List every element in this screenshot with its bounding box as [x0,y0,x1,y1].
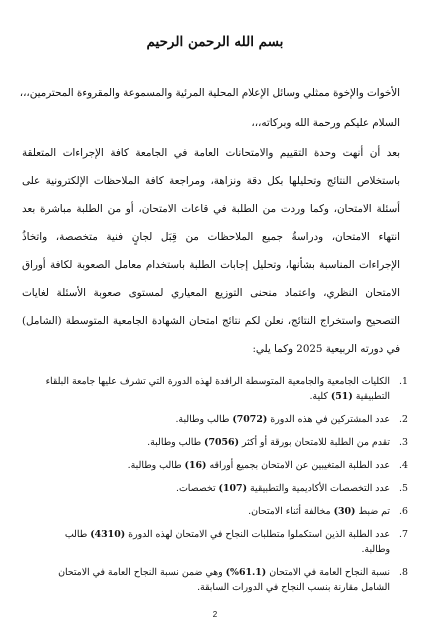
list-item-number: 6. [399,506,408,517]
list-item-number: 1. [399,376,408,387]
list-item-suffix: وهي ضمن نسبة النجاح العامة في الامتحان [58,567,223,578]
list-item [42,412,408,427]
list-item [42,527,408,557]
page-title: بسم الله الرحمن الرحيم [146,34,284,50]
list-item-number: 2. [399,414,408,425]
list-item-suffix: طالب وطالبة. [127,460,182,471]
list-item-text: تم ضبط [358,506,390,517]
list-item-continuation: الشامل مقارنة بنسب النجاح في الدورات السابقة. [197,582,390,593]
paragraph-line: الإجراءات المناسبة بشأنها، وتحليل إجابات الطلبة باستخدام معامل الصعوبة لكافة أوراق [22,259,400,271]
paragraph-line: الامتحان النظري، واعتماد منحنى التوزيع المعياري لمستوى صعوبة الأسئلة لغايات [22,287,400,299]
list-item-text: الكليات الجامعية والجامعية المتوسطة الرافدة لهذه الدورة التي تشرف عليها جامعة البلقاء [45,376,390,387]
list-item [42,458,408,473]
results-list [42,374,408,595]
paragraph-line: بعد أن أنهت وحدة التقييم والامتحانات العامة في الجامعة كافة الإجراءات المتعلقة [22,147,400,159]
list-item-number: 5. [399,483,408,494]
list-item-text: عدد الطلبة الذين استكملوا متطلبات النجاح في الامتحان لهذه الدورة [128,529,390,540]
paragraph-line: أسئلة الامتحان، وكما وردت من الطلبة في قاعات الامتحان، أو من الطلبة مباشرة بعد [22,203,400,215]
paragraph-line: التصحيح واستخراج النتائج، نعلن لكم نتائج امتحان الشهادة الجامعية المتوسطة (الشامل) [22,315,400,327]
paragraph-line: انتهاء الامتحان، ودراسةُ جميع الملاحظات من قِبَل لجانٍ فنية متخصصة، واتخاذُ [22,231,400,243]
list-item-text: عدد المشتركين في هذه الدورة [270,414,390,425]
list-item-number: 8. [399,567,408,578]
list-item [42,374,408,404]
list-item-value: (4310) [90,529,126,540]
list-item-suffix: تخصصات. [175,483,216,494]
list-item-suffix: مخالفة أثناء الامتحان. [248,506,331,517]
list-item-value: (7072) [232,414,268,425]
list-item-text: عدد الطلبة المتغيبين عن الامتحان بجميع أوراقه [209,460,390,471]
list-item-text: نسبة النجاح العامة في الامتحان [269,567,390,578]
list-item-suffix: طالب وطالبة. [175,414,230,425]
list-item-suffix: طالب وطالبة. [64,529,390,555]
salutation-line: السلام عليكم ورحمة الله وبركاته،،، [251,117,400,129]
page-number: 2 [212,610,218,619]
list-item-text: عدد التخصصات الأكاديمية والتطبيقية [249,483,390,494]
list-item-text: تقدم من الطلبة للامتحان بورقة أو أكثر [241,437,390,448]
list-item-number: 4. [399,460,408,471]
list-item-value: (30) [333,506,356,517]
list-item [42,481,408,496]
list-item-value: (107) [218,483,247,494]
list-item [42,565,408,595]
list-item-suffix: طالب وطالبة. [147,437,202,448]
list-item [42,504,408,519]
list-item-value: (61.1%) [225,567,267,578]
list-item-value: (51) [330,391,353,402]
list-item-number: 3. [399,437,408,448]
paragraph-line: في دورته الربيعية 2025 وكما يلي: [252,343,400,355]
list-item-value: (7056) [204,437,239,448]
list-item-value: (16) [184,460,207,471]
greeting-line: الأخوات والإخوة ممثلي وسائل الإعلام المحلية المرئية والمسموعة والمقروءة المحترمين،،، [19,87,400,99]
list-item [42,435,408,450]
list-item-number: 7. [399,529,408,540]
list-item-continuation: التطبيقية (51) كلية. [309,391,390,402]
paragraph-line: باستخلاص النتائج وتحليلها بكل دقة ونزاهة، ومراجعة كافة الملاحظات الإلكترونية على [22,175,400,187]
